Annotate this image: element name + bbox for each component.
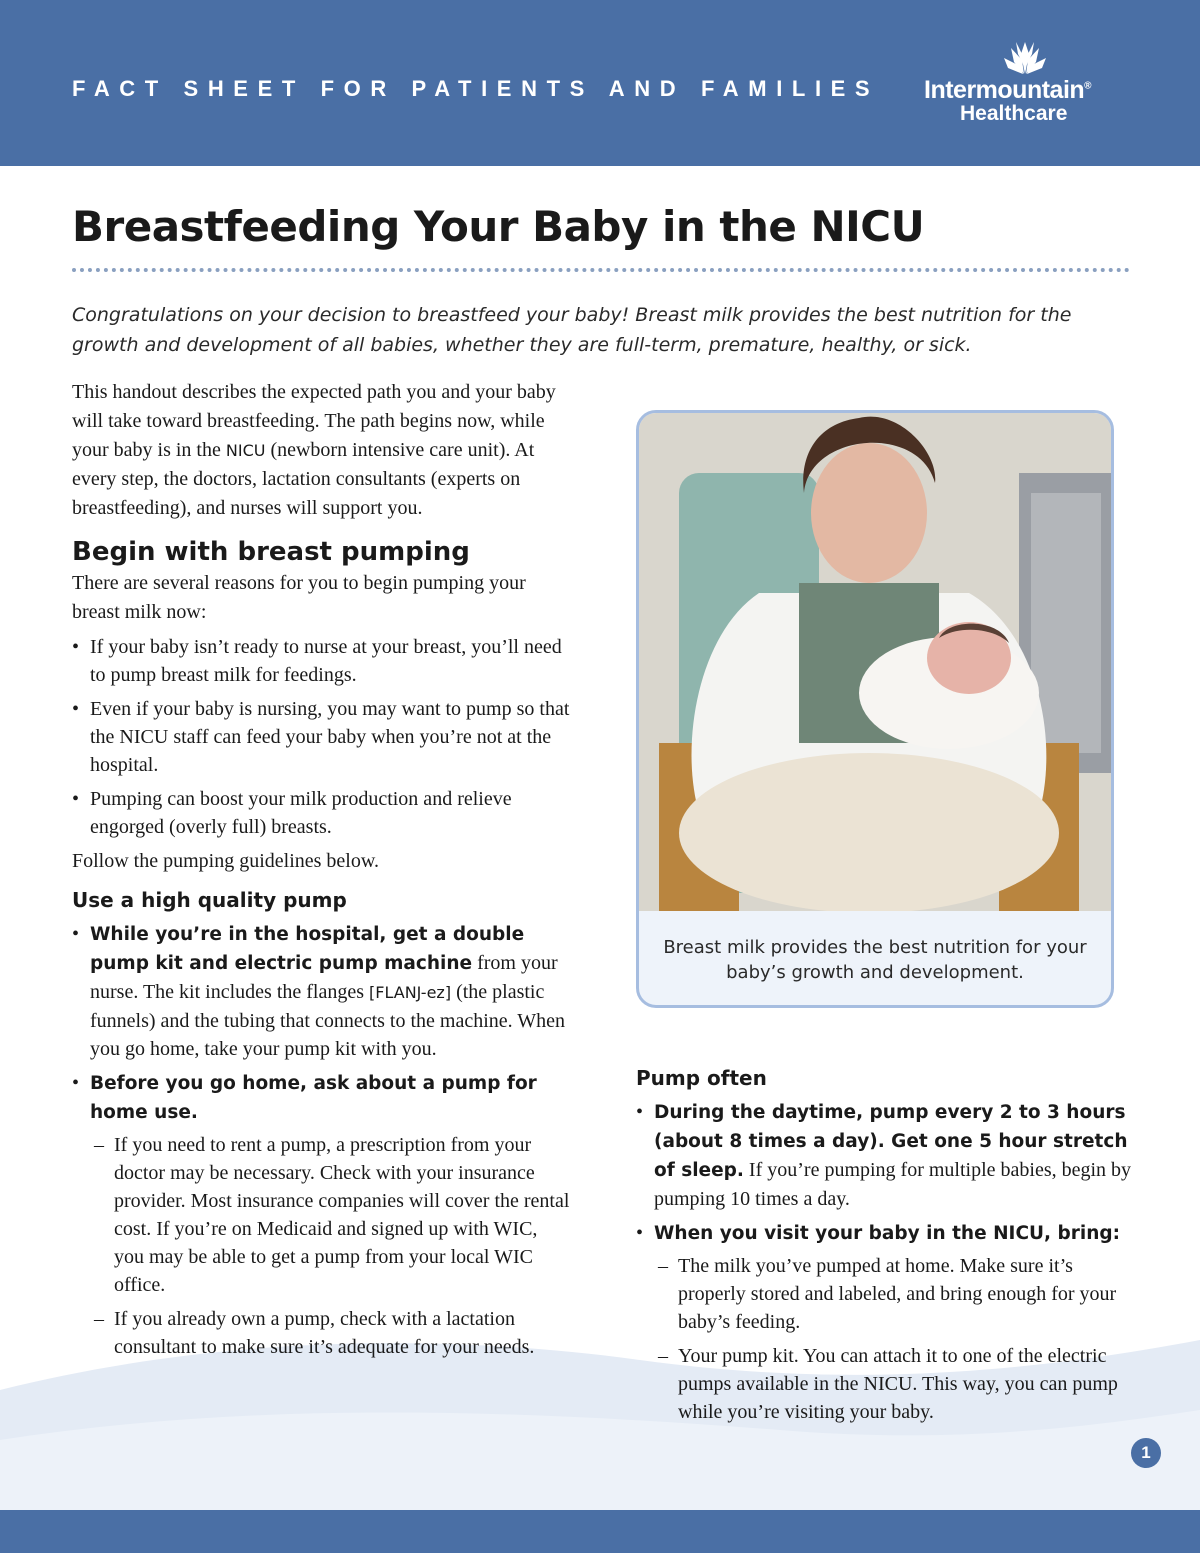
pump-often-list [636, 1098, 1136, 1426]
list-item: – If you need to rent a pump, a prescription from your doctor may be necessary. Check with your insurance provider. Most insurance companies will cover the rental cost. If you’re on Medicaid and signed up with WIC, you may be able to get a pump from your local WIC office. [90, 1131, 572, 1299]
quality-pump-list [72, 920, 572, 1361]
list-item: • When you visit your baby in the NICU, bring: – The milk you’ve pumped at home. Make sure it’s properly stored and labeled, and bring enough for your baby’s feeding. – Your pump kit. You can attach it to one of the electric pumps available in the NICU. This way, you can pump while you’re visiting your baby. [636, 1219, 1136, 1426]
list-item: • Pumping can boost your milk production and relieve engorged (overly full) breasts. [72, 785, 572, 841]
section-heading-pumping: Begin with breast pumping [72, 537, 470, 567]
photo-caption: Breast milk provides the best nutrition for your baby’s growth and development. [663, 937, 1087, 983]
list-item: • Even if your baby is nursing, you may want to pump so that the NICU staff can feed your baby when you’re not at the hospital. [72, 695, 572, 779]
list-item: • While you’re in the hospital, get a double pump kit and electric pump machine from your nurse. The kit includes the flanges [FLANJ-ez] (the plastic funnels) and the tubing that connects to the machine. When you go home, take your pump kit with you. [72, 920, 572, 1063]
logo-subtitle: Healthcare [960, 102, 1068, 125]
header-band [0, 0, 1200, 166]
opening-paragraph: This handout describes the expected path you and your baby will take toward breastfeeding. The path begins now, while your baby is in the NICU (newborn intensive care unit). At every step, the doctors, lactation consultants (experts on breastfeeding), and nurses will support you. [72, 381, 556, 519]
dotted-divider [72, 268, 1130, 272]
page-number: 1 [1131, 1438, 1161, 1468]
list-item: – If you already own a pump, check with a lactation consultant to make sure it’s adequate for your needs. [90, 1305, 572, 1361]
list-item: • If your baby isn’t ready to nurse at your breast, you’ll need to pump breast milk for feedings. [72, 633, 572, 689]
intermountain-logo [924, 40, 1144, 126]
subheading-pump-often: Pump often [636, 1066, 767, 1090]
list-item: • Before you go home, ask about a pump for home use. – If you need to rent a pump, a prescription from your doctor may be necessary. Check with your insurance provider. Most insurance companies will cover the rental cost. If you’re on Medicaid and signed up with WIC, you may be able to get a pump from your local WIC office. – If you already own a pump, check with a lactation consultant to make sure it’s adequate for your needs. [72, 1069, 572, 1361]
logo-name: Intermountain® [924, 76, 1092, 104]
photo-card [636, 410, 1114, 1008]
pumping-lead: There are several reasons for you to begin pumping your breast milk now: [72, 572, 526, 623]
list-item: – Your pump kit. You can attach it to one of the electric pumps available in the NICU. This way, you can pump while you’re visiting your baby. [654, 1342, 1136, 1426]
mother-holding-baby-photo [639, 413, 1111, 911]
bring-sublist [654, 1252, 1136, 1426]
left-column [72, 378, 572, 1367]
fact-sheet-label: FACT SHEET FOR PATIENTS AND FAMILIES [72, 76, 880, 101]
intro-text: Congratulations on your decision to breastfeed your baby! Breast milk provides the best nutrition for the growth and development of all babies, whether they are full-term, premature, healthy, or sick. [72, 304, 1072, 356]
logo-tree-icon [1002, 40, 1048, 76]
reasons-list [72, 633, 572, 841]
follow-guidelines: Follow the pumping guidelines below. [72, 850, 380, 872]
nicu-abbrev: NICU [225, 441, 266, 460]
home-pump-sublist [90, 1131, 572, 1361]
subheading-quality-pump: Use a high quality pump [72, 888, 347, 912]
list-item: – The milk you’ve pumped at home. Make sure it’s properly stored and labeled, and bring enough for your baby’s feeding. [654, 1252, 1136, 1336]
page-title: Breastfeeding Your Baby in the NICU [72, 202, 925, 251]
footer-band [0, 1510, 1200, 1553]
right-column [636, 1054, 1136, 1432]
list-item: • During the daytime, pump every 2 to 3 hours (about 8 times a day). Get one 5 hour stretch of sleep. If you’re pumping for multiple babies, begin by pumping 10 times a day. [636, 1098, 1136, 1213]
